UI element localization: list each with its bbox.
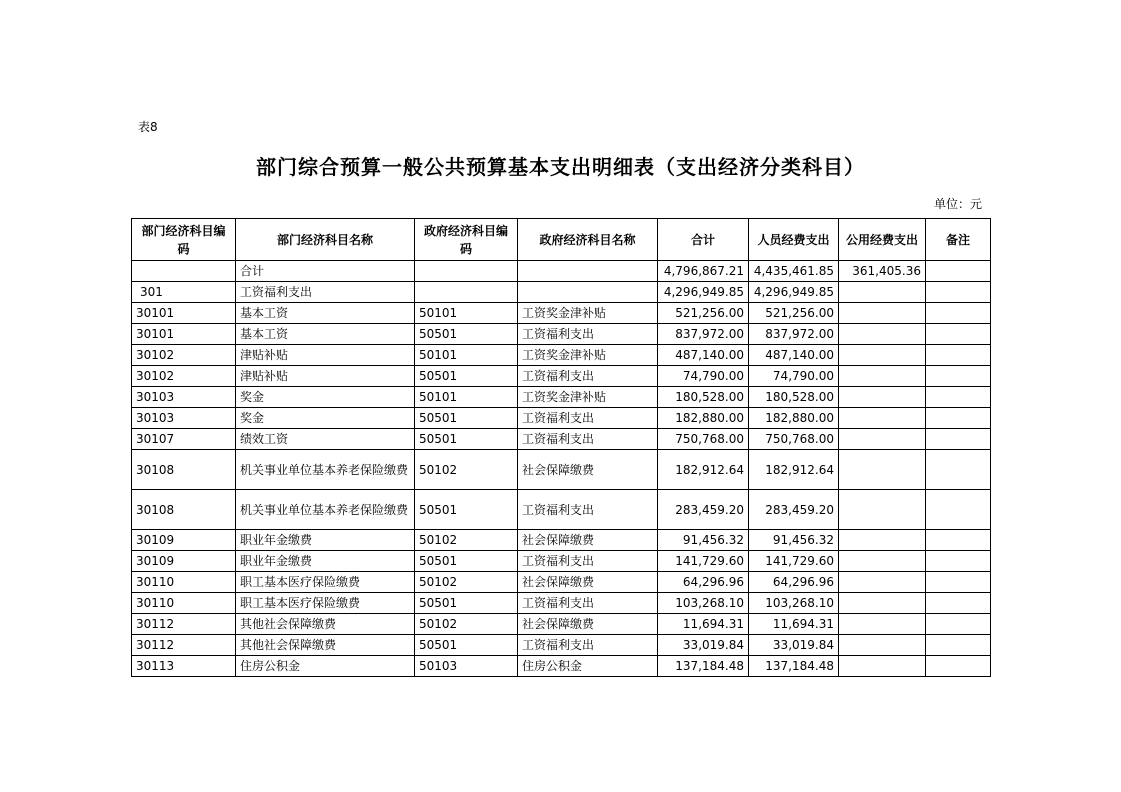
cell-personnel: 103,268.10 [749, 593, 839, 614]
cell-personnel: 750,768.00 [749, 429, 839, 450]
cell-gov-code: 50101 [415, 387, 518, 408]
cell-gov-name: 工资福利支出 [518, 408, 658, 429]
cell-public [839, 572, 926, 593]
cell-total: 74,790.00 [658, 366, 749, 387]
cell-gov-code: 50102 [415, 530, 518, 551]
cell-gov-name [518, 282, 658, 303]
cell-public [839, 635, 926, 656]
cell-public [839, 656, 926, 677]
cell-remark [926, 593, 991, 614]
cell-dept-name: 基本工资 [236, 324, 415, 345]
cell-total: 182,880.00 [658, 408, 749, 429]
cell-dept-name: 奖金 [236, 387, 415, 408]
cell-public [839, 530, 926, 551]
cell-dept-code: 30103 [132, 408, 236, 429]
cell-personnel: 182,880.00 [749, 408, 839, 429]
cell-personnel: 487,140.00 [749, 345, 839, 366]
cell-public: 361,405.36 [839, 261, 926, 282]
cell-total: 750,768.00 [658, 429, 749, 450]
cell-total: 180,528.00 [658, 387, 749, 408]
cell-dept-code: 30108 [132, 490, 236, 530]
cell-remark [926, 408, 991, 429]
cell-gov-code: 50501 [415, 366, 518, 387]
cell-total: 137,184.48 [658, 656, 749, 677]
cell-remark [926, 366, 991, 387]
cell-total: 11,694.31 [658, 614, 749, 635]
table-row [132, 303, 991, 324]
cell-public [839, 303, 926, 324]
table-row [132, 530, 991, 551]
cell-dept-code: 30112 [132, 614, 236, 635]
cell-gov-code: 50501 [415, 324, 518, 345]
cell-remark [926, 551, 991, 572]
cell-remark [926, 261, 991, 282]
cell-total: 521,256.00 [658, 303, 749, 324]
table-header-row [132, 219, 991, 261]
cell-total: 487,140.00 [658, 345, 749, 366]
table-row [132, 450, 991, 490]
cell-dept-name: 职工基本医疗保险缴费 [236, 593, 415, 614]
cell-gov-code: 50501 [415, 490, 518, 530]
cell-total: 103,268.10 [658, 593, 749, 614]
cell-dept-code [132, 261, 236, 282]
cell-total: 4,296,949.85 [658, 282, 749, 303]
cell-remark [926, 490, 991, 530]
cell-personnel: 64,296.96 [749, 572, 839, 593]
cell-gov-name: 社会保障缴费 [518, 450, 658, 490]
cell-personnel: 33,019.84 [749, 635, 839, 656]
table-row [132, 261, 991, 282]
cell-gov-name: 工资福利支出 [518, 366, 658, 387]
table-body [132, 261, 991, 677]
cell-personnel: 837,972.00 [749, 324, 839, 345]
cell-personnel: 521,256.00 [749, 303, 839, 324]
cell-personnel: 11,694.31 [749, 614, 839, 635]
cell-gov-name: 工资福利支出 [518, 324, 658, 345]
cell-gov-name: 工资奖金津补贴 [518, 303, 658, 324]
unit-label: 单位：元 [933, 197, 982, 211]
cell-remark [926, 635, 991, 656]
cell-total: 4,796,867.21 [658, 261, 749, 282]
cell-dept-name: 职业年金缴费 [236, 530, 415, 551]
cell-dept-name: 津贴补贴 [236, 366, 415, 387]
cell-dept-code: 30101 [132, 324, 236, 345]
cell-gov-code: 50501 [415, 635, 518, 656]
cell-dept-code: 30110 [132, 572, 236, 593]
table-row [132, 656, 991, 677]
cell-public [839, 551, 926, 572]
cell-dept-code: 30113 [132, 656, 236, 677]
cell-gov-code: 50103 [415, 656, 518, 677]
cell-public [839, 282, 926, 303]
cell-personnel: 4,435,461.85 [749, 261, 839, 282]
cell-dept-code: 30109 [132, 530, 236, 551]
table-row [132, 429, 991, 450]
cell-dept-code: 30103 [132, 387, 236, 408]
cell-dept-code: 30102 [132, 345, 236, 366]
cell-gov-code [415, 282, 518, 303]
cell-dept-name: 住房公积金 [236, 656, 415, 677]
header-gov-code: 政府经济科目编码 [415, 219, 518, 261]
cell-gov-name: 工资福利支出 [518, 593, 658, 614]
cell-gov-name: 工资奖金津补贴 [518, 345, 658, 366]
cell-remark [926, 429, 991, 450]
cell-gov-code: 50102 [415, 614, 518, 635]
expenditure-detail-table [131, 218, 991, 677]
header-public: 公用经费支出 [839, 219, 926, 261]
cell-public [839, 614, 926, 635]
cell-personnel: 141,729.60 [749, 551, 839, 572]
cell-gov-code: 50101 [415, 345, 518, 366]
cell-remark [926, 345, 991, 366]
cell-dept-name: 基本工资 [236, 303, 415, 324]
table-row [132, 324, 991, 345]
cell-gov-code [415, 261, 518, 282]
table-row [132, 572, 991, 593]
cell-personnel: 182,912.64 [749, 450, 839, 490]
cell-gov-code: 50102 [415, 572, 518, 593]
cell-dept-name: 津贴补贴 [236, 345, 415, 366]
cell-personnel: 283,459.20 [749, 490, 839, 530]
cell-gov-name: 社会保障缴费 [518, 614, 658, 635]
cell-dept-code: 30109 [132, 551, 236, 572]
cell-total: 283,459.20 [658, 490, 749, 530]
cell-public [839, 593, 926, 614]
cell-public [839, 366, 926, 387]
cell-remark [926, 450, 991, 490]
cell-gov-code: 50501 [415, 551, 518, 572]
header-gov-name: 政府经济科目名称 [518, 219, 658, 261]
cell-remark [926, 614, 991, 635]
cell-gov-code: 50501 [415, 408, 518, 429]
cell-public [839, 490, 926, 530]
cell-dept-name: 奖金 [236, 408, 415, 429]
cell-personnel: 91,456.32 [749, 530, 839, 551]
table-row [132, 614, 991, 635]
cell-personnel: 74,790.00 [749, 366, 839, 387]
table-row [132, 366, 991, 387]
cell-public [839, 429, 926, 450]
cell-total: 91,456.32 [658, 530, 749, 551]
cell-gov-name: 工资奖金津补贴 [518, 387, 658, 408]
cell-remark [926, 530, 991, 551]
table-row [132, 593, 991, 614]
table-row [132, 408, 991, 429]
cell-remark [926, 656, 991, 677]
cell-dept-name: 职工基本医疗保险缴费 [236, 572, 415, 593]
header-dept-code: 部门经济科目编码 [132, 219, 236, 261]
cell-dept-name: 绩效工资 [236, 429, 415, 450]
cell-total: 64,296.96 [658, 572, 749, 593]
cell-dept-code: 30107 [132, 429, 236, 450]
cell-public [839, 324, 926, 345]
cell-dept-code: 30110 [132, 593, 236, 614]
table-number-label: 表8 [138, 120, 158, 134]
page-title: 部门综合预算一般公共预算基本支出明细表（支出经济分类科目） [256, 155, 865, 179]
cell-remark [926, 324, 991, 345]
cell-dept-name: 工资福利支出 [236, 282, 415, 303]
cell-gov-name: 社会保障缴费 [518, 572, 658, 593]
cell-dept-code: 301 [132, 282, 236, 303]
header-dept-name: 部门经济科目名称 [236, 219, 415, 261]
cell-public [839, 387, 926, 408]
cell-total: 33,019.84 [658, 635, 749, 656]
cell-remark [926, 387, 991, 408]
cell-dept-code: 30101 [132, 303, 236, 324]
cell-dept-name: 职业年金缴费 [236, 551, 415, 572]
cell-total: 837,972.00 [658, 324, 749, 345]
cell-personnel: 180,528.00 [749, 387, 839, 408]
cell-total: 182,912.64 [658, 450, 749, 490]
cell-dept-code: 30108 [132, 450, 236, 490]
header-total: 合计 [658, 219, 749, 261]
cell-gov-name: 社会保障缴费 [518, 530, 658, 551]
cell-dept-name: 机关事业单位基本养老保险缴费 [236, 450, 415, 490]
cell-public [839, 345, 926, 366]
header-remark: 备注 [926, 219, 991, 261]
cell-public [839, 408, 926, 429]
cell-gov-code: 50101 [415, 303, 518, 324]
cell-dept-name: 合计 [236, 261, 415, 282]
cell-gov-name: 工资福利支出 [518, 490, 658, 530]
cell-gov-name: 工资福利支出 [518, 429, 658, 450]
header-personnel: 人员经费支出 [749, 219, 839, 261]
cell-dept-code: 30102 [132, 366, 236, 387]
table-row [132, 490, 991, 530]
cell-dept-name: 其他社会保障缴费 [236, 614, 415, 635]
cell-gov-name: 工资福利支出 [518, 551, 658, 572]
table-row [132, 345, 991, 366]
cell-remark [926, 282, 991, 303]
cell-gov-code: 50501 [415, 429, 518, 450]
cell-personnel: 137,184.48 [749, 656, 839, 677]
cell-dept-name: 其他社会保障缴费 [236, 635, 415, 656]
cell-remark [926, 303, 991, 324]
cell-personnel: 4,296,949.85 [749, 282, 839, 303]
cell-total: 141,729.60 [658, 551, 749, 572]
cell-gov-name: 住房公积金 [518, 656, 658, 677]
table-row [132, 387, 991, 408]
table-row [132, 635, 991, 656]
cell-dept-code: 30112 [132, 635, 236, 656]
table-row [132, 551, 991, 572]
cell-gov-code: 50501 [415, 593, 518, 614]
cell-gov-name: 工资福利支出 [518, 635, 658, 656]
cell-gov-name [518, 261, 658, 282]
cell-remark [926, 572, 991, 593]
cell-gov-code: 50102 [415, 450, 518, 490]
cell-public [839, 450, 926, 490]
cell-dept-name: 机关事业单位基本养老保险缴费 [236, 490, 415, 530]
table-row [132, 282, 991, 303]
